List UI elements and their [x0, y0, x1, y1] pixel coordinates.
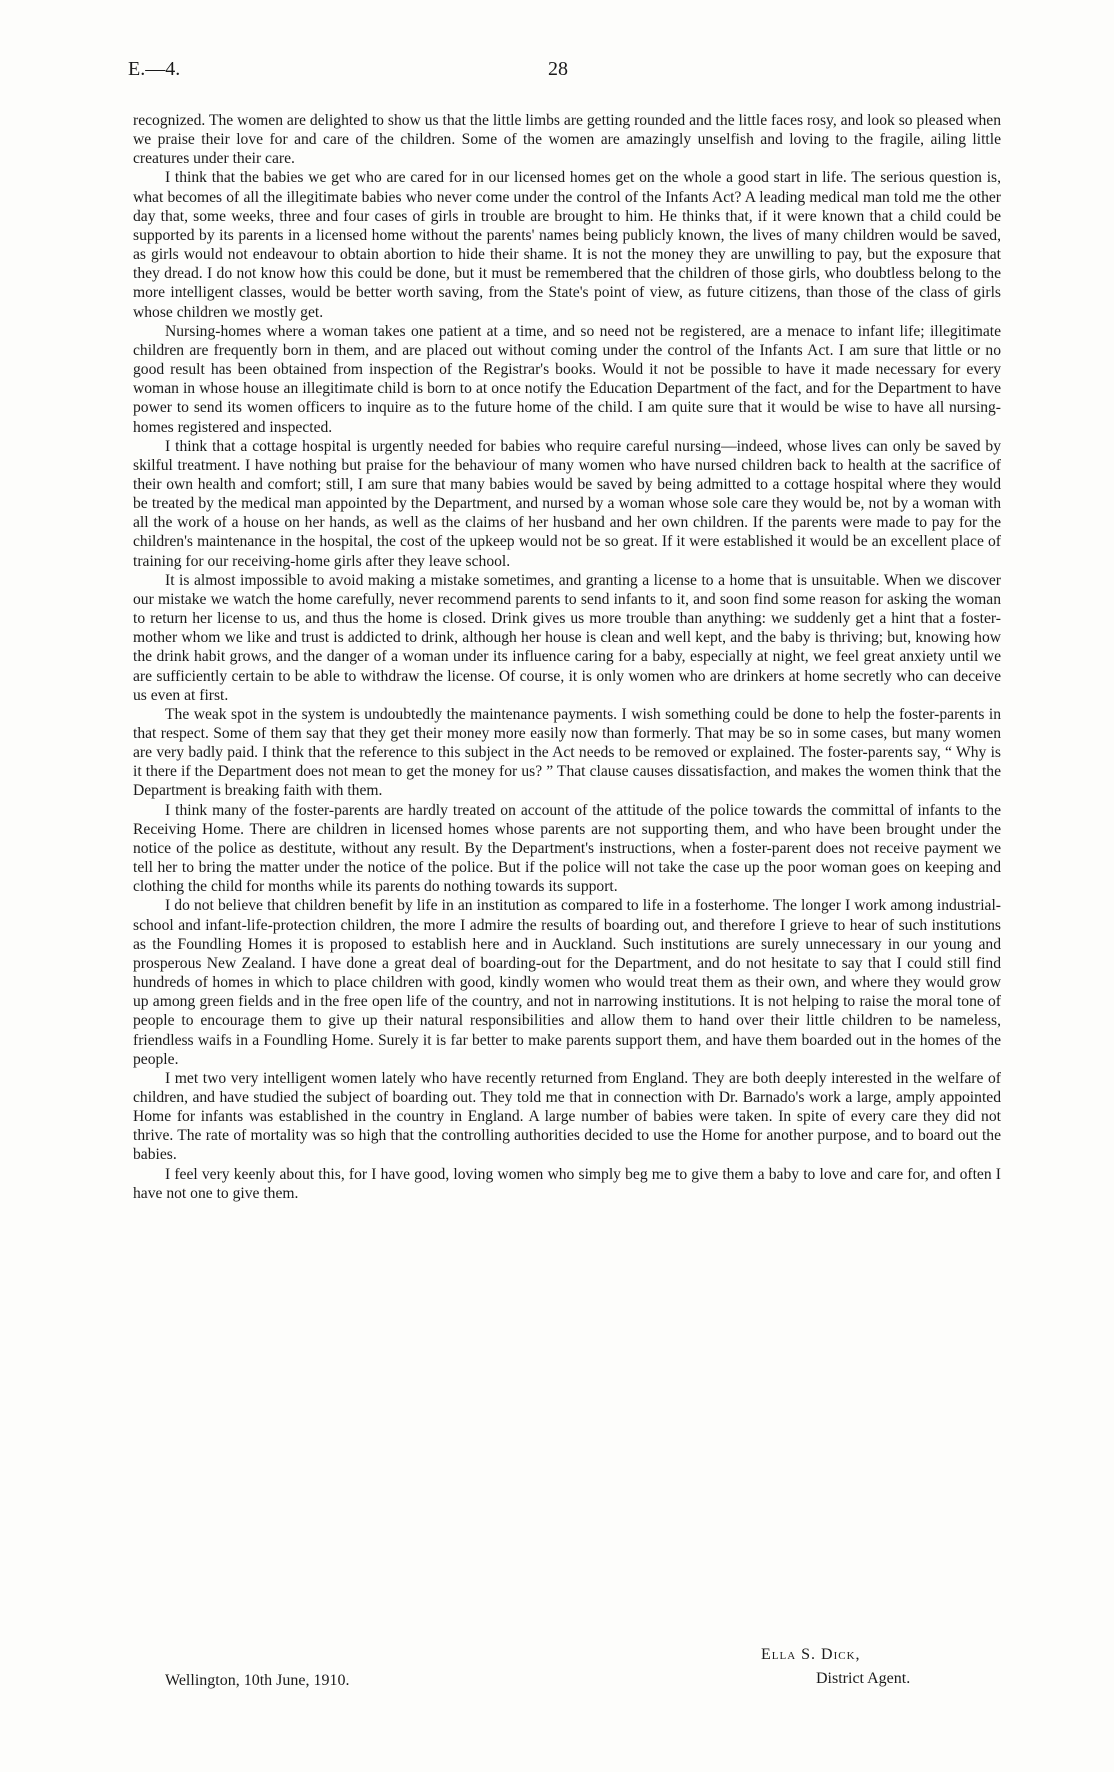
paragraph-cottage-hospital: I think that a cottage hospital is urgently needed for babies who require careful nursing—indeed, whose lives can only be saved by skilful treatment. I have nothing but praise for the behaviour of many women who have nursed children back to health at the sacrifice of their own health and comfort; still, I am sure that many babies would be saved by being admitted to a cottage hospital where they would be treated by the medical man appointed by the Department, and nursed by a woman whose sole care they would be, not by a woman with all the work of a house on her hands, as well as the claims of her husband and her own children. If the parents were made to pay for the children's maintenance in the hospital, the cost of the upkeep would not be so great. If it were established it would be an excellent place of training for our receiving-home girls after they leave school.: [133, 437, 1001, 570]
paragraph-continued: recognized. The women are delighted to show us that the little limbs are getting rounded and the little faces rosy, and look so pleased when we praise their love for and care of the children. Some of the women are amazingly unselfish and loving to the fragile, ailing little creatures under their care.: [133, 112, 1001, 168]
place-and-date: Wellington, 10th June, 1910.: [165, 1672, 350, 1689]
paragraph-licensed-homes: I think that the babies we get who are cared for in our licensed homes get on the whole a good start in life. The serious question is, what becomes of all the illegitimate babies who never come under the control of the Infants Act? A leading medical man told me the other day that, some weeks, three and four cases of girls in trouble are brought to him. He thinks that, if it were known that a child could be supported by its parents in a licensed home without the parents' names being publicly known, the lives of many children would be saved, as girls would not endeavour to obtain abortion to hide their shame. It is not the money they are unwilling to pay, but the exposure that they dread. I do not know how this could be done, but it must be remembered that the children of those girls, who doubtless belong to the more intelligent classes, would be better worth saving, from the State's point of view, as future citizens, than those of the class of girls whose children we mostly get.: [133, 169, 1001, 321]
paragraph-maintenance-payments: The weak spot in the system is undoubtedly the maintenance payments. I wish something could be done to help the foster-parents in that respect. Some of them say that they get their money more easily now than formerly. That may be so in some cases, but many women are very badly paid. I think that the reference to this subject in the Act needs to be removed or explained. The foster-parents say, “ Why is it there if the Department does not mean to get the money for us? ” That clause causes dissatisfaction, and makes the women think that the Department is breaking faith with them.: [133, 705, 1001, 800]
paragraph-police-attitude: I think many of the foster-parents are hardly treated on account of the attitude of the police towards the committal of infants to the Receiving Home. There are children in licensed homes whose parents are not supporting them, and who have been brought under the notice of the police as destitute, without any result. By the Department's instructions, when a foster-parent does not receive payment we tell her to bring the matter under the notice of the police. But if the police will not take the case up the poor woman goes on keeping and clothing the child for months while its parents do nothing towards its support.: [133, 801, 1001, 896]
signatory-name: Ella S. Dick,: [761, 1646, 861, 1663]
paragraph-nursing-homes: Nursing-homes where a woman takes one patient at a time, and so need not be registered, are a menace to infant life; illegitimate children are frequently born in them, and are placed out without coming under the control of the Infants Act. I am sure that little or no good result has been obtained from inspection of the Registrar's books. Would it not be possible to have it made necessary for every woman in whose house an illegitimate child is born to at once notify the Education Department of the fact, and for the Department to have power to send its women officers to inquire as to the future home of the child. I am quite sure that it would be wise to have all nursing-homes registered and inspected.: [133, 322, 1001, 436]
page-header: [128, 58, 1008, 88]
document-reference: E.—4.: [128, 58, 181, 80]
signature-block: [133, 1646, 1001, 1706]
paragraph-england-example: I met two very intelligent women lately who have recently returned from England. They are both deeply interested in the welfare of children, and have studied the subject of boarding out. They told me that in connection with Dr. Barnado's work a large, amply appointed Home for infants was established in the country in England. A large number of babies were taken. In spite of every care they did not thrive. The rate of mortality was so high that the controlling authorities decided to use the Home for another purpose, and to board out the babies.: [133, 1069, 1001, 1164]
paragraph-licensing-mistakes: It is almost impossible to avoid making a mistake sometimes, and granting a license to a home that is unsuitable. When we discover our mistake we watch the home carefully, never recommend parents to send infants to it, and soon find some reason for asking the woman to return her license to us, and thus the home is closed. Drink gives us more trouble than anything: we suddenly get a hint that a foster-mother whom we like and trust is addicted to drink, although her house is clean and well kept, and the baby is thriving; but, knowing how the drink habit grows, and the danger of a woman under its influence caring for a baby, especially at night, we feel great anxiety until we are sufficiently certain to be able to withdraw the license. Of course, it is only women who are drinkers at home secretly who can deceive us even at first.: [133, 571, 1001, 704]
report-body: [133, 111, 1001, 1203]
signatory-title: District Agent.: [816, 1670, 911, 1687]
page-number: 28: [548, 58, 568, 80]
paragraph-institutions: I do not believe that children benefit by life in an institution as compared to life in a fosterhome. The longer I work among industrial-school and infant-life-protection children, the more I admire the results of boarding out, and therefore I grieve to hear of such institutions as the Foundling Homes it is proposed to establish here and in Auckland. Such institutions are surely unnecessary in our young and prosperous New Zealand. I have done a great deal of boarding-out for the Department, and do not hesitate to say that I could still find hundreds of homes in which to place children with good, kindly women who would treat them as their own, and where they would grow up among green fields and in the free open life of the country, and not in narrowing institutions. It is not helping to raise the moral tone of people to encourage them to give up their natural responsibilities and allow them to hand over their little children to be nameless, friendless waifs in a Foundling Home. Surely it is far better to make parents support them, and have them boarded out in the homes of the people.: [133, 897, 1001, 1068]
paragraph-closing: I feel very keenly about this, for I have good, loving women who simply beg me to give them a baby to love and care for, and often I have not one to give them.: [133, 1165, 1001, 1202]
